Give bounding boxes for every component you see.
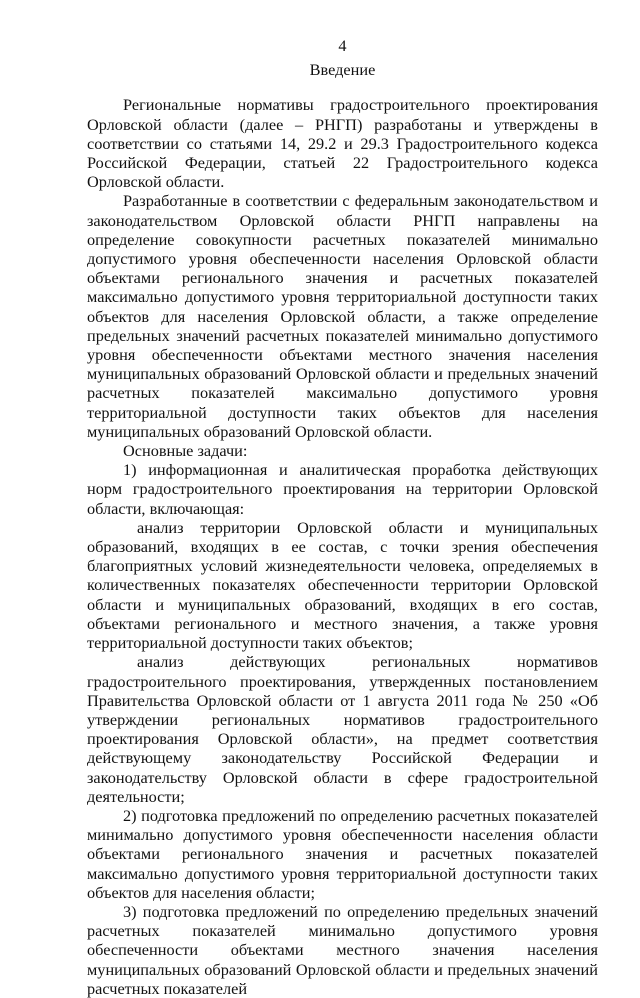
paragraph-task-1: 1) информационная и аналитическая проработка действующих норм градостроительного проектирования на территории Орловской области, включающая:: [87, 460, 598, 518]
paragraph-tasks-heading: Основные задачи:: [123, 441, 248, 461]
document-body: [87, 95, 598, 998]
page-number: 4: [338, 36, 347, 55]
paragraph-task-1-analysis-normatives: анализ действующих региональных нормативов градостроительного проектирования, утвержденных постановлением Правительства Орловской области от 1 августа 2011 года № 250 «Об утверждении региональных нормативов градостроительного проектирования Орловской области», на предмет соответствия действующему законодательству Российской Федерации и законодательству Орловской области в сфере градостроительной деятельности;: [87, 652, 598, 806]
paragraph-task-2: 2) подготовка предложений по определению расчетных показателей минимально допустимого уровня обеспеченности населения области объектами регионального значения и расчетных показателей максимально допустимого уровня территориальной доступности таких объектов для населения области;: [87, 805, 598, 902]
section-title: Введение: [309, 60, 376, 80]
paragraph-task-1-analysis-territory: анализ территории Орловской области и муниципальных образований, входящих в ее состав, с точки зрения обеспечения благоприятных условий жизнедеятельности человека, определяемых в количественных показателях обеспеченности территории Орловской области и муниципальных образований, входящих в его состав, объектами регионального и местного значения, а также уровня территориальной доступности таких объектов;: [87, 517, 598, 653]
paragraph-purpose: Разработанные в соответствии с федеральным законодательством и законодательством Орловской области РНГП направлены на определение совокупности расчетных показателей минимально допустимого уровня обеспеченности населения Орловской области объектами регионального значения и расчетных показателей максимально допустимого уровня территориальной доступности таких объектов для населения Орловской области, а также определение предельных значений расчетных показателей минимально допустимого уровня обеспеченности объектами местного значения населения муниципальных образований Орловской области и предельных значений расчетных показателей максимально допустимого уровня территориальной доступности таких объектов для населения муниципальных образований Орловской области.: [87, 191, 598, 441]
paragraph-task-3: 3) подготовка предложений по определению предельных значений расчетных показателей минимально допустимого уровня обеспеченности объектами местного значения населения муниципальных образований Орловской области и предельных значений расчетных показателей: [87, 901, 598, 998]
paragraph-intro: Региональные нормативы градостроительного проектирования Орловской области (далее – РНГП) разработаны и утверждены в соответствии со статьями 14, 29.2 и 29.3 Градостроительного кодекса Российской Федерации, статьей 22 Градостроительного кодекса Орловской области.: [87, 95, 598, 192]
